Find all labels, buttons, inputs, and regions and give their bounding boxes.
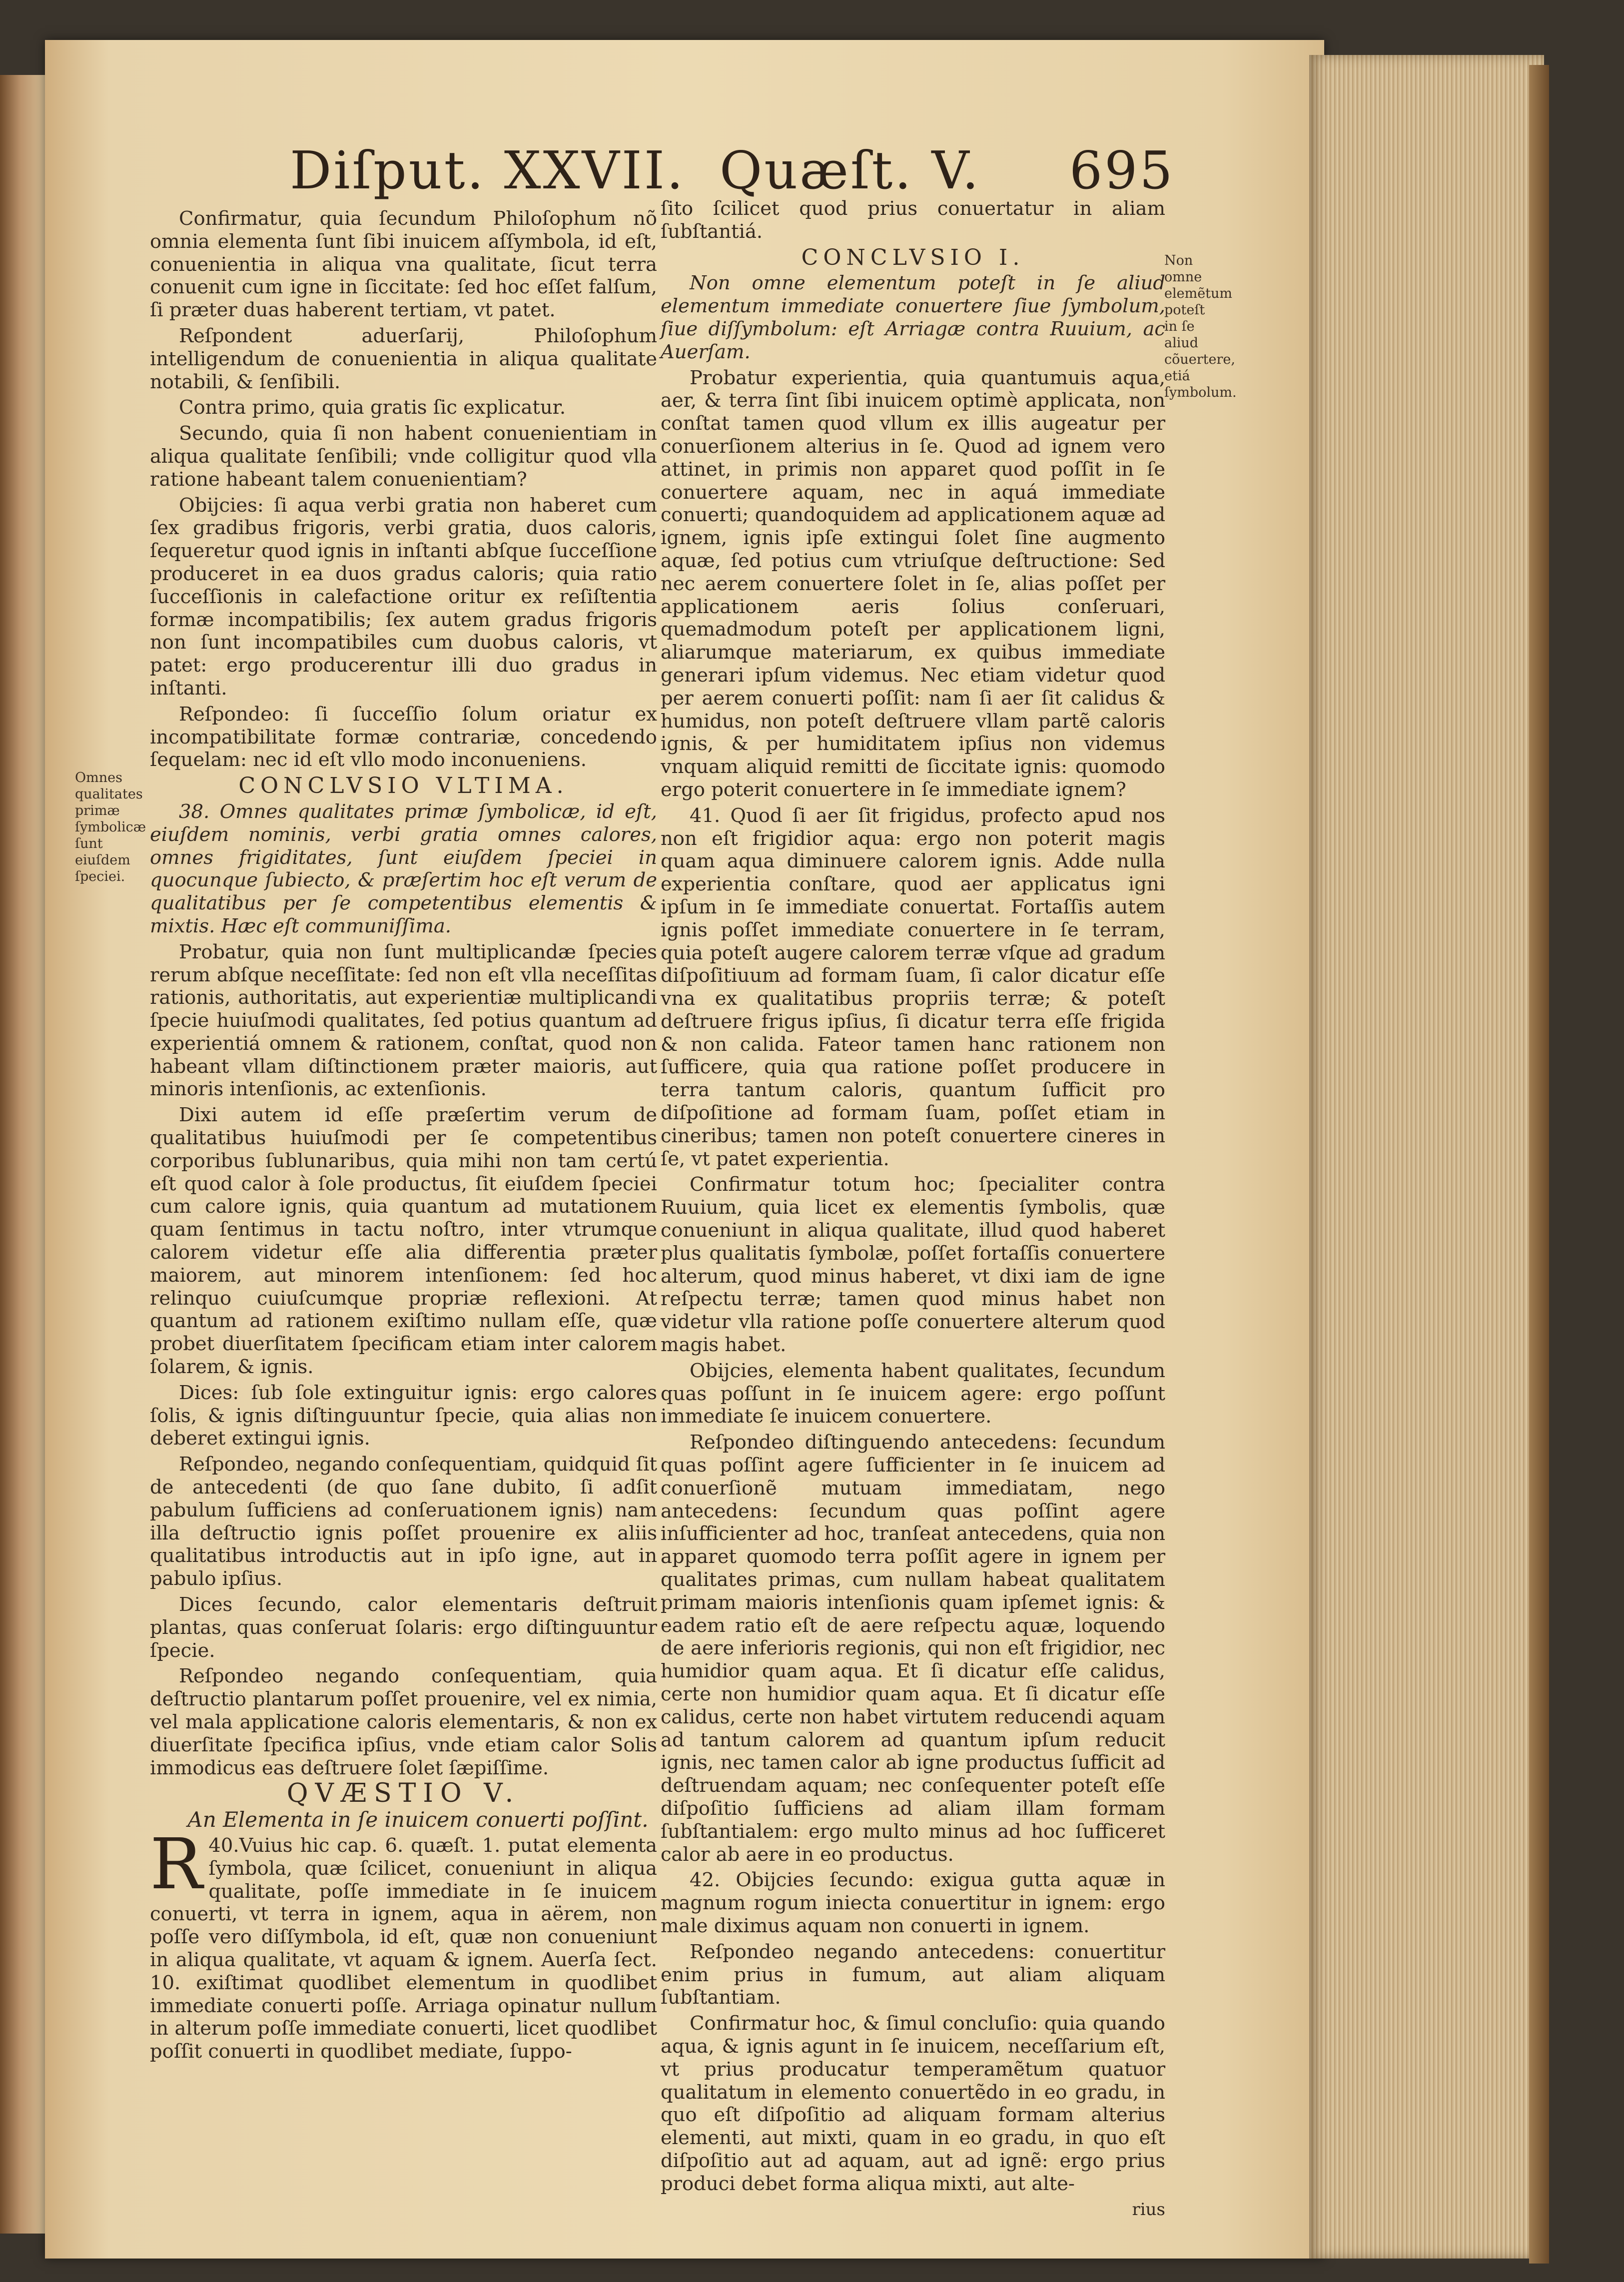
paragraph: Reſpondeo negando antecedens: conuertitur enim prius in fumum, aut aliam aliquam ſubſtantiam. bbox=[661, 1940, 1165, 2009]
paragraph: Obijcies, elementa habent qualitates, ſecundum quas poſſunt in ſe inuicem agere: ergo poſſunt immediate ſe inuicem conuertere. bbox=[661, 1359, 1165, 1428]
paragraph: Dices: ſub ſole extinguitur ignis: ergo calores ſolis, & ignis diſtinguuntur ſpecie, quia alias non deberet extingui ignis. bbox=[150, 1381, 657, 1450]
paragraph-number: 40. bbox=[208, 1834, 239, 1857]
paragraph: ſito ſcilicet quod prius conuertatur in aliam ſubſtantiá. bbox=[661, 197, 1165, 243]
paragraph: Reſpondeo: ſi ſucceſſio ſolum oriatur ex incompatibilitate formæ contrariæ, concedendo ſequelam: nec id eſt vllo modo inconueniens. bbox=[150, 703, 657, 771]
left-page-edge bbox=[0, 75, 45, 2234]
paragraph: Dixi autem id eſſe præſertim verum de qualitatibus huiuſmodi per ſe competentibus corporibus ſublunaribus, quia mihi non tam certú eſt quod calor à ſole productus, ſit eiuſdem ſpeciei cum calore ignis, quia quantum ad mutationem quam ſentimus in tactu noſtro, inter vtrumque calorem videtur eſſe alia differentia præter maiorem, aut minorem intenſionem: ſed hoc relinquo cuiuſcumque propriæ reflexioni. At quantum ad rationem exiſtimo nullam eſſe, quæ probet diuerſitatem ſpecificam etiam inter calorem ſolarem, & ignis. bbox=[150, 1104, 657, 1379]
paragraph: Non omne elementum poteſt in ſe aliud elementum immediate conuertere ſiue ſymbolum, ſiue diſſymbolum: eſt Arriagæ contra Ruuium, ac Auerſam. bbox=[661, 272, 1165, 363]
paragraph: Reſpondeo, negando conſequentiam, quidquid ſit de antecedenti (de quo ſane dubito, ſi adſit pabulum ſufficiens ad conſeruationem ignis) nam illa deſtructio ignis poſſet prouenire ex aliis qualitatibus introductis aut in ipſo igne, aut in pabulo ipſius. bbox=[150, 1453, 657, 1590]
page-number: 695 bbox=[1069, 140, 1175, 201]
paragraph: Confirmatur, quia ſecundum Philoſophum nõ omnia elementa ſunt ſibi inuicem aſſymbola, id eſt, conuenientia in aliqua vna qualitate, ſicut terra conuenit cum igne in ſiccitate: ſed hoc eſſet falſum, ſi præter duas haberent tertiam, vt patet. bbox=[150, 207, 657, 322]
paragraph: Reſpondent aduerſarij, Philoſophum intelligendum de conuenientia in aliqua qualitate notabili, & ſenſibili. bbox=[150, 324, 657, 393]
paragraph: Dices ſecundo, calor elementaris deſtruit plantas, quas conſeruat ſolaris: ergo diſtinguuntur ſpecie. bbox=[150, 1593, 657, 1662]
paragraph: Contra primo, quia gratis ſic explicatur. bbox=[179, 396, 566, 419]
left-column bbox=[150, 207, 657, 2066]
paragraph-with-drop-cap bbox=[150, 1823, 657, 2063]
right-column bbox=[661, 197, 1165, 2224]
question-heading: QVÆSTIO V. bbox=[286, 1778, 521, 1809]
paragraph: Obijcies: ſi aqua verbi gratia non haberet cum ſex gradibus frigoris, verbi gratia, duos caloris, ſequeretur quod ignis in inſtanti abſque ſucceſſione produceret in ea duos gradus caloris; quia ratio ſucceſſionis in calefactione oritur ex reſiſtentia formæ incompatibilis; ſex autem gradus frigoris non ſunt incompatibiles cum duobus caloris, vt patet: ergo producerentur illi duo gradus in inſtanti. bbox=[150, 494, 657, 700]
paragraph: Confirmatur totum hoc; ſpecialiter contra Ruuium, quia licet ex elementis ſymbolis, quæ conueniunt in aliqua qualitate, illud quod haberet plus qualitatis ſymbolæ, poſſet fortaſſis conuertere alterum, quod minus haberet, vt dixi iam de igne reſpectu terræ; tamen quod minus habet non videtur vlla ratione poſſe conuertere alterum quod magis habet. bbox=[661, 1173, 1165, 1357]
paragraph: Probatur, quia non ſunt multiplicandæ ſpecies rerum abſque neceſſitate: ſed non eſt vlla neceſſitas rationis, authoritatis, aut experientiæ multiplicandi ſpecie huiuſmodi qualitates, ſed potius quantum ad experientiá omnem & rationem, conſtat, quod non habeant vllam diſtinctionem præter maioris, aut minoris intenſionis, ac extenſionis. bbox=[150, 940, 657, 1101]
section-heading: CONCLVSIO VLTIMA. bbox=[238, 773, 569, 799]
question-subtitle: An Elementa in ſe inuicem conuerti poſſint. bbox=[187, 1807, 649, 1832]
section-heading: CONCLVSIO I. bbox=[801, 244, 1025, 270]
paragraph-text: Vuius hic cap. 6. quæſt. 1. putat elementa ſymbola, quæ ſcilicet, conueniunt in aliqua qualitate, poſſe immediate in ſe inuicem conuerti, vt terra in ignem, aqua in aërem, non poſſe vero diſſymbola, id eſt, quæ non conueniunt in aliqua qualitate, vt aquam & ignem. Auerſa ſect. 10. exiſtimat quodlibet elementum in quodlibet immediate conuerti poſſe. Arriaga opinatur nullum in alterum poſſe immediate conuerti, licet quodlibet poſſit conuerti in quodlibet mediate, ſuppo- bbox=[150, 1834, 657, 2063]
paragraph: Secundo, quia ſi non habent conuenientiam in aliqua qualitate ſenſibili; vnde colligitur quod vlla ratione habeant talem conuenientiam? bbox=[150, 422, 657, 491]
disputation-title: Diſput. XXVII. bbox=[290, 140, 686, 201]
paragraph: Probatur experientia, quia quantumuis aqua, aer, & terra ſint ſibi inuicem optimè applicata, non conſtat tamen quod vllum ex illis augeatur per conuerſionem alterius in ſe. Quod ad ignem vero attinet, in primis non apparet quod poſſit in ſe conuertere aquam, nec in aquá immediate conuerti; quandoquidem ad applicationem aquæ ad ignem, ignis ipſe extingui ſolet ſine augmento aquæ, ſed potius cum vtriuſque deſtructione: Sed nec aerem conuertere ſolet in ſe, alias poſſet per applicationem aeris ſolius conſeruari, quemadmodum poteſt per applicationem ligni, aliarumque materiarum, ex quibus immediate generari ipſum videmus. Nec etiam videtur quod per aerem conuerti poſſit: nam ſi aer ſit calidus & humidus, non poteſt deſtruere vllam partẽ caloris ignis, & per humiditatem ipſius non videmus vnquam aliquid remitti de ſiccitate ignis: quomodo ergo poterit conuertere in ſe immediate ignem? bbox=[661, 366, 1165, 801]
paragraph: 38. Omnes qualitates primæ ſymbolicæ, id eſt, eiuſdem nominis, verbi gratia omnes calores, omnes frigiditates, ſunt eiuſdem ſpeciei in quocunque ſubiecto, & præſertim hoc eſt verum de qualitatibus per ſe competentibus elementis & mixtis. Hæc eſt communiſſima. bbox=[150, 800, 657, 937]
drop-cap: R bbox=[150, 1823, 203, 1905]
page-fore-edge bbox=[1309, 55, 1544, 2259]
paragraph: Reſpondeo diſtinguendo antecedens: ſecundum quas poſſint agere ſufficienter in ſe inuicem ad conuerſionẽ mutuam immediatam, nego antecedens: ſecundum quas poſſint agere inſufficienter ad hoc, tranſeat antecedens, quia non apparet quomodo terra poſſit agere in ignem per qualitates primas, cum nullam habeat qualitatem primam maioris intenſionis quam ipſemet ignis: & eadem ratio eſt de aere reſpectu aquæ, loquendo de aere inferioris regionis, qui non eſt frigidior, nec humidior quam aqua. Et ſi dicatur eſſe calidus, certe non humidior quam aqua. Et ſi dicatur eſſe calidus, certe non habet virtutem reducendi aquam ad tantum calorem ad quantum ipſum reducit ignis, nec tamen calor ab igne productus ſufficit ad deſtruendam aquam; nec conſequenter poteſt eſſe diſpoſitio ſufficiens ad aliam illam formam ſubſtantialem: ergo multo minus ad hoc ſufficeret calor ab aere in eo productus. bbox=[661, 1431, 1165, 1866]
paragraph: Reſpondeo negando conſequentiam, quia deſtructio plantarum poſſet prouenire, vel ex nimia, vel mala applicatione caloris elementaris, & non ex diuerſitate ſpecifica ipſius, vnde etiam calor Solis immodicus eas deſtruere ſolet ſæpiſſime. bbox=[150, 1665, 657, 1779]
cover-edge bbox=[1529, 65, 1549, 2264]
left-margin-note: Omnes qualitates primæ ſymbolicæ ſunt eiuſdem ſpeciei. bbox=[75, 770, 146, 884]
paragraph: 41. Quod ſi aer ſit frigidus, profecto apud nos non eſt frigidior aqua: ergo non poterit magis quam aqua diminuere calorem ignis. Adde nulla experientia conſtare, quod aer applicatus igni ipſum in ſe immediate conuertat. Fortaſſis autem ignis poſſet immediate conuertere in ſe terram, quia poteſt augere calorem terræ vſque ad gradum diſpoſitiuum ad formam ſuam, ſi calor dicatur eſſe vna ex qualitatibus propriis terræ; & poteſt deſtruere frigus ipſius, ſi dicatur terra eſſe frigida & non calida. Fateor tamen hanc rationem non ſufficere, quia qua ratione poſſet producere in terra tantum caloris, quantum ſufficit pro diſpoſitione ad formam ſuam, poſſet etiam in cineribus; tamen non poteſt conuertere cineres in ſe, vt patet experientia. bbox=[661, 804, 1165, 1170]
catchword: rius bbox=[1132, 2199, 1165, 2220]
right-margin-note: Non omne elemẽtum poteſt in ſe aliud cõuertere, etiá ſymbolum. bbox=[1164, 253, 1237, 400]
paragraph: 42. Obijcies ſecundo: exigua gutta aquæ in magnum rogum iniecta conuertitur in ignem: ergo male diximus aquam non conuerti in ignem. bbox=[661, 1869, 1165, 1937]
question-title: Quæſt. V. bbox=[720, 140, 981, 201]
paragraph: Confirmatur hoc, & ſimul concluſio: quia quando aqua, & ignis agunt in ſe inuicem, neceſſarium eſt, vt prius producatur temperamẽtum quatuor qualitatum in elemento conuertẽdo in eo gradu, in quo eſt diſpoſitio ad aliquam formam alterius elementi, aut mixti, quam in eo gradu, in quo eſt diſpoſitio aut ad aquam, aut ad ignẽ: ergo prius produci debet forma aliqua mixti, aut alte- bbox=[661, 2012, 1165, 2195]
